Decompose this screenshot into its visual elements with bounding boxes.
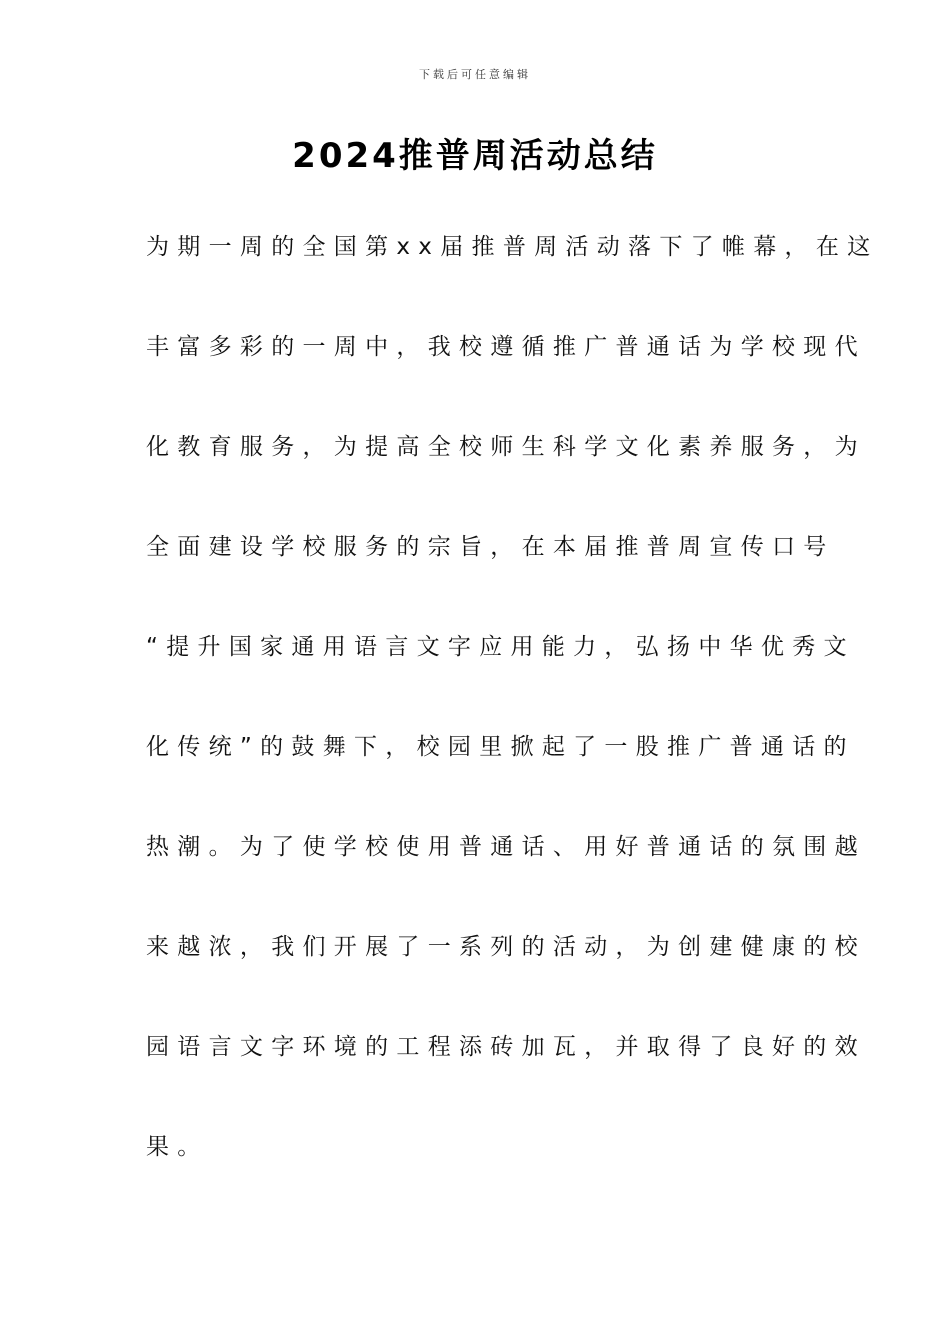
paragraph-line: “提升国家通用语言文字应用能力，弘扬中华优秀文 bbox=[146, 634, 855, 660]
paragraph-line: 化教育服务，为提高全校师生科学文化素养服务，为 bbox=[146, 434, 866, 460]
page-header-note: 下载后可任意编辑 bbox=[419, 68, 531, 81]
body-paragraph bbox=[146, 222, 879, 1222]
paragraph-line: 园语言文字环境的工程添砖加瓦，并取得了良好的效 bbox=[146, 1034, 866, 1060]
paragraph-line: 果。 bbox=[146, 1134, 209, 1160]
paragraph-line: 为期一周的全国第xx届推普周活动落下了帷幕，在这 bbox=[146, 234, 879, 260]
paragraph-line: 丰富多彩的一周中，我校遵循推广普通话为学校现代 bbox=[146, 334, 866, 360]
document-title: 2024推普周活动总结 bbox=[292, 136, 658, 176]
paragraph-line: 来越浓，我们开展了一系列的活动，为创建健康的校 bbox=[146, 934, 866, 960]
paragraph-line: 化传统”的鼓舞下，校园里掀起了一股推广普通话的 bbox=[146, 734, 855, 760]
paragraph-line: 热潮。为了使学校使用普通话、用好普通话的氛围越 bbox=[146, 834, 866, 860]
paragraph-line: 全面建设学校服务的宗旨，在本届推普周宣传口号 bbox=[146, 534, 835, 560]
